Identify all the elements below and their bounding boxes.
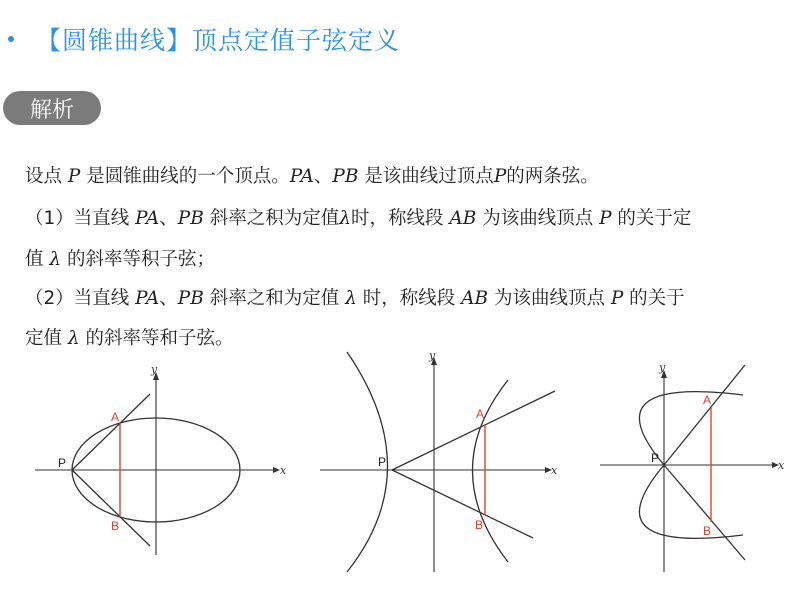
x-axis-label: x <box>778 459 785 472</box>
text-run: 斜率之积为定值 <box>203 208 340 229</box>
y-axis-label: y <box>659 361 666 374</box>
text-run: 设点 <box>25 166 68 187</box>
point-b-label: B <box>111 519 120 533</box>
paragraph-5 <box>25 324 234 350</box>
text-run: （2）当直线 <box>25 288 136 309</box>
math-run: PA <box>135 288 160 309</box>
y-axis-label: y <box>429 350 436 362</box>
text-run: 、 <box>159 208 178 229</box>
page-title: 【圆锥曲线】顶点定值子弦定义 <box>36 26 401 55</box>
text-run: 斜率之和为定值 <box>203 288 346 309</box>
point-b-label: B <box>703 524 712 538</box>
point-p-label: P <box>378 455 387 469</box>
math-run: PB <box>332 166 359 187</box>
line-pa <box>72 394 150 470</box>
title-bullet <box>8 36 14 42</box>
x-axis-label: x <box>280 464 287 477</box>
math-run: PB <box>177 208 204 229</box>
text-run: 的斜率等积子弦； <box>61 249 216 270</box>
line-pa <box>664 365 745 465</box>
math-run: P <box>67 166 81 187</box>
text-run: 的两条弦。 <box>506 166 599 187</box>
ellipse-figure <box>30 350 300 560</box>
point-a-label: A <box>703 393 712 407</box>
math-run: PA <box>135 208 160 229</box>
math-run: λ <box>67 328 80 349</box>
y-axis-label: y <box>151 363 158 376</box>
math-run: P <box>599 208 612 229</box>
math-run: λ <box>339 208 351 229</box>
math-run: λ <box>49 249 62 270</box>
hyperbola-figure <box>315 350 565 580</box>
math-run: AB <box>449 208 477 229</box>
text-run: 的斜率等和子弦。 <box>79 328 234 349</box>
parabola-figure <box>595 350 795 580</box>
math-run: AB <box>461 288 489 309</box>
point-a-label: A <box>476 407 485 421</box>
line-pb <box>72 470 150 546</box>
math-run: PB <box>177 288 204 309</box>
text-run: 定值 <box>25 328 68 349</box>
line-pb <box>664 465 745 560</box>
x-axis-arrow <box>273 467 280 473</box>
text-run: 的关于定 <box>611 208 692 229</box>
math-run: PA <box>289 166 314 187</box>
text-run: （1）当直线 <box>25 208 136 229</box>
section-badge: 解析 <box>3 91 101 125</box>
text-run: 时，称线段 <box>350 208 450 229</box>
title-row <box>4 16 400 62</box>
text-run: 时，称线段 <box>356 288 462 309</box>
point-p-label: P <box>651 451 660 465</box>
point-b-label: B <box>475 518 484 532</box>
point-p-label: P <box>58 456 67 470</box>
math-run: P <box>493 166 507 187</box>
math-run: λ <box>345 288 357 309</box>
text-run: 为该曲线顶点 <box>488 288 611 309</box>
text-run: 值 <box>25 249 50 270</box>
line-pb <box>392 470 533 538</box>
math-run: P <box>610 288 624 309</box>
paragraph-4 <box>25 284 685 310</box>
x-axis-label: x <box>551 464 558 477</box>
paragraph-2 <box>25 204 691 230</box>
text-run: 的关于 <box>623 288 685 309</box>
paragraph-3 <box>25 245 215 271</box>
text-run: 是该曲线过顶点 <box>358 166 494 187</box>
text-run: 、 <box>159 288 178 309</box>
text-run: 、 <box>313 166 333 187</box>
text-run: 为该曲线顶点 <box>476 208 600 229</box>
point-a-label: A <box>111 410 120 424</box>
text-run: 是圆锥曲线的一个顶点。 <box>80 166 290 187</box>
paragraph-1 <box>25 162 599 188</box>
